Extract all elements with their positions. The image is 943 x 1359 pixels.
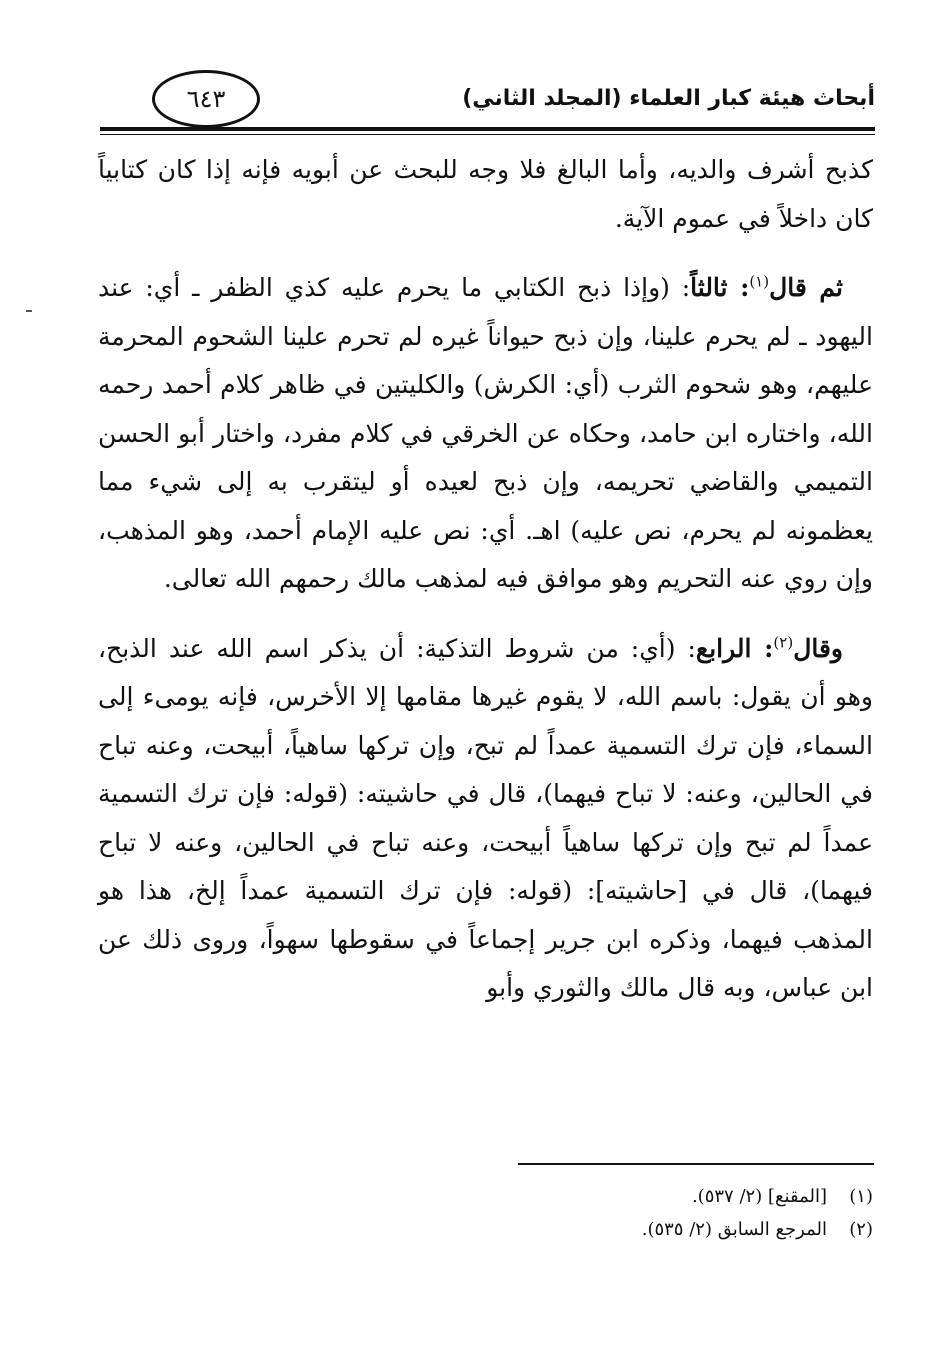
header-rule-thin (100, 134, 875, 135)
footnotes (98, 1180, 873, 1246)
paragraph-3-text: : (أي: من شروط التذكية: أن يذكر اسم الله عند الذبح، وهو أن يقول: باسم الله، لا يقوم غيرها مقامها إلا الأخرس، فإنه يومىء إلى السماء، فإن ترك التسمية عمداً لم تبح، وإن تركها ساهياً، أبيحت، وعنه تباح في الحالين، وعنه: لا تباح فيهما)، قال في حاشيته: (قوله: فإن ترك التسمية عمداً لم تبح وإن تركها ساهياً أبيحت، وعنه تباح في الحالين، وعنه لا تباح فيهما)، قال في [حاشيته]: (قوله: فإن ترك التسمية عمداً إلخ، هذا هو المذهب فيهما، وذكره ابن جرير إجماعاً في سقوطها سهواً، وروى ذلك عن ابن عباس، وبه قال مالك والثوري وأبو (98, 633, 873, 1002)
paragraph-1: كذبح أشرف والديه، وأما البالغ فلا وجه للبحث عن أبويه فإنه إذا كان كتابياً كان داخلاً في عموم الآية. (98, 155, 873, 233)
footnote-text: المرجع السابق (٢/ ٥٣٥). (641, 1219, 827, 1240)
footnote-separator (518, 1163, 874, 1165)
body-text (98, 146, 873, 1013)
paragraph-2 (98, 264, 873, 604)
running-title: أبحاث هيئة كبار العلماء (المجلد الثاني) (462, 86, 875, 111)
footnote-text: [المقنع] (٢/ ٥٣٧). (691, 1186, 827, 1207)
paragraph-2-label: : ثالثاً (690, 273, 750, 302)
paragraph-3-label: : الرابع (695, 633, 774, 663)
footnote-ref-2: (٢) (773, 633, 794, 652)
page-header (100, 70, 875, 132)
header-rule (100, 127, 875, 131)
paragraph-3 (98, 625, 873, 1013)
paragraph-2-text: : (وإذا ذبح الكتابي ما يحرم عليه كذي الظفر ـ أي: عند اليهود ـ لم يحرم علينا، وإن ذبح حيواناً غيره لم تحرم علينا الشحوم المحرمة عليهم، وهو شحوم الثرب (أي: الكرش) والكليتين في ظاهر كلام أحمد رحمه الله، واختاره ابن حامد، وحكاه عن الخرقي في كلام مفرد، واختار أبو الحسن التميمي والقاضي تحريمه، وإن ذبح لعيده أو ليتقرب به إلى شيء مما يعظمونه لم يحرم، نص عليه) اهـ. أي: نص عليه الإمام أحمد، وهو المذهب، وإن روي عنه التحريم وهو موافق فيه لمذهب مالك رحمهم الله تعالى. (98, 273, 873, 593)
margin-mark (26, 310, 32, 312)
footnote-ref-1: (١) (749, 272, 770, 291)
page-number: ٦٤٣ (152, 70, 260, 128)
footnote-number: (٢) (849, 1219, 873, 1240)
paragraph-2-lead: ثم قال (769, 273, 843, 302)
footnote (98, 1213, 873, 1246)
paragraph-3-lead: وقال (793, 633, 843, 663)
footnote-number: (١) (849, 1186, 873, 1207)
footnote (98, 1180, 873, 1213)
